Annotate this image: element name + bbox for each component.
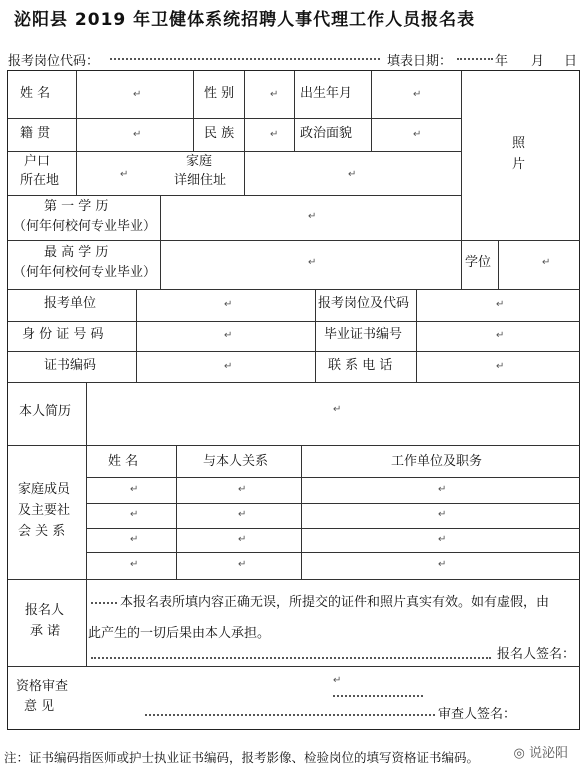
date-year-unit: 年 <box>495 54 509 69</box>
phone-label: 联 系 电 话 <box>328 358 393 373</box>
date-day-unit: 日 <box>564 54 578 69</box>
promise-label-2: 承 诺 <box>30 624 61 639</box>
review-label-2: 意 见 <box>24 699 55 714</box>
top-edu-label-1: 最 高 学 历 <box>44 245 109 260</box>
top-edu-label-2: （何年何校何专业毕业） <box>13 265 157 280</box>
name-label: 姓 名 <box>20 86 51 101</box>
photo-label-2: 片 <box>512 157 526 172</box>
watermark-text: 说泌阳 <box>528 746 568 761</box>
address-label-2: 详细住址 <box>174 173 227 188</box>
birth-label: 出生年月 <box>300 86 353 101</box>
family-label-3: 会 关 系 <box>18 524 66 539</box>
registration-form: 姓 名 性 别 出生年月 ↵ ↵ ↵ 籍 贯 民 族 政治面貌 ↵ ↵ ↵ 照 片 户口 所在地 家庭 详细住址 ↵ ↵ 第 一 学 历 （何年何校何专业毕业） ↵ 最 高 学 历 （何年何校何专业毕业） 学位 ↵ ↵ 报考单位 报考岗位及代码 ↵ ↵ 身 份 证 号 码 毕业证书编号 ↵ ↵ 证书编码 联 系 电 话 ↵ ↵ 本人简历 ↵ 家庭成员 及主要社 会 关 系 姓 名 与本人关系 工作单位及职务 ↵ ↵ ↵ ↵ ↵ ↵ ↵ ↵ ↵ ↵ ↵ ↵ 报名人 承 诺 本报名表所填内容正确无误，所提交的证件和照片真实有效。如有虚假，由 此产生的一切后果由本人承担。 报名人签名： 资格审查 意 见 ↵ 审查人签名： <box>7 70 580 730</box>
form-title: 泌阳县 2019 年卫健体系统招聘人事代理工作人员报名表 <box>14 10 476 30</box>
date-year-line <box>457 58 493 60</box>
review-label-1: 资格审查 <box>16 679 69 694</box>
hukou-label-1: 户口 <box>24 154 51 169</box>
position-code-line <box>110 58 380 60</box>
applicant-signature-label: 报名人签名： <box>497 647 576 662</box>
hukou-label-2: 所在地 <box>20 173 60 188</box>
political-label: 政治面貌 <box>300 126 353 141</box>
date-month-unit: 月 <box>531 54 545 69</box>
first-edu-label-1: 第 一 学 历 <box>44 199 109 214</box>
reviewer-signature-label: 审查人签名： <box>438 707 517 722</box>
fill-date-label: 填表日期： <box>387 54 453 69</box>
id-number-label: 身 份 证 号 码 <box>22 327 104 342</box>
degree-label: 学位 <box>465 255 492 270</box>
footnote: 注：证书编码指医师或护士执业证书编码，报考影像、检验岗位的填写资格证书编码。 <box>4 750 480 765</box>
promise-label-1: 报名人 <box>25 603 65 618</box>
family-col-name: 姓 名 <box>108 454 139 469</box>
promise-text-2: 此产生的一切后果由本人承担。 <box>88 626 271 641</box>
native-place-label: 籍 贯 <box>20 126 51 141</box>
watermark <box>514 742 569 761</box>
gender-label: 性 别 <box>204 86 235 101</box>
cert-number-label: 证书编码 <box>44 358 97 373</box>
position-code-label: 报考岗位代码： <box>8 54 100 69</box>
family-label-2: 及主要社 <box>18 503 71 518</box>
ethnic-label: 民 族 <box>204 126 235 141</box>
apply-position-label: 报考岗位及代码 <box>318 296 410 311</box>
first-edu-label-2: （何年何校何专业毕业） <box>13 219 157 234</box>
promise-text-1: 本报名表所填内容正确无误，所提交的证件和照片真实有效。如有虚假，由 <box>120 595 550 610</box>
grad-cert-label: 毕业证书编号 <box>324 327 403 342</box>
watermark-logo-icon: ◎ <box>513 746 525 761</box>
address-label-1: 家庭 <box>186 154 213 169</box>
family-col-work: 工作单位及职务 <box>391 454 483 469</box>
family-col-relation: 与本人关系 <box>203 454 269 469</box>
family-label-1: 家庭成员 <box>18 482 71 497</box>
apply-unit-label: 报考单位 <box>44 296 97 311</box>
resume-label: 本人简历 <box>19 404 72 419</box>
photo-label-1: 照 <box>512 136 526 151</box>
